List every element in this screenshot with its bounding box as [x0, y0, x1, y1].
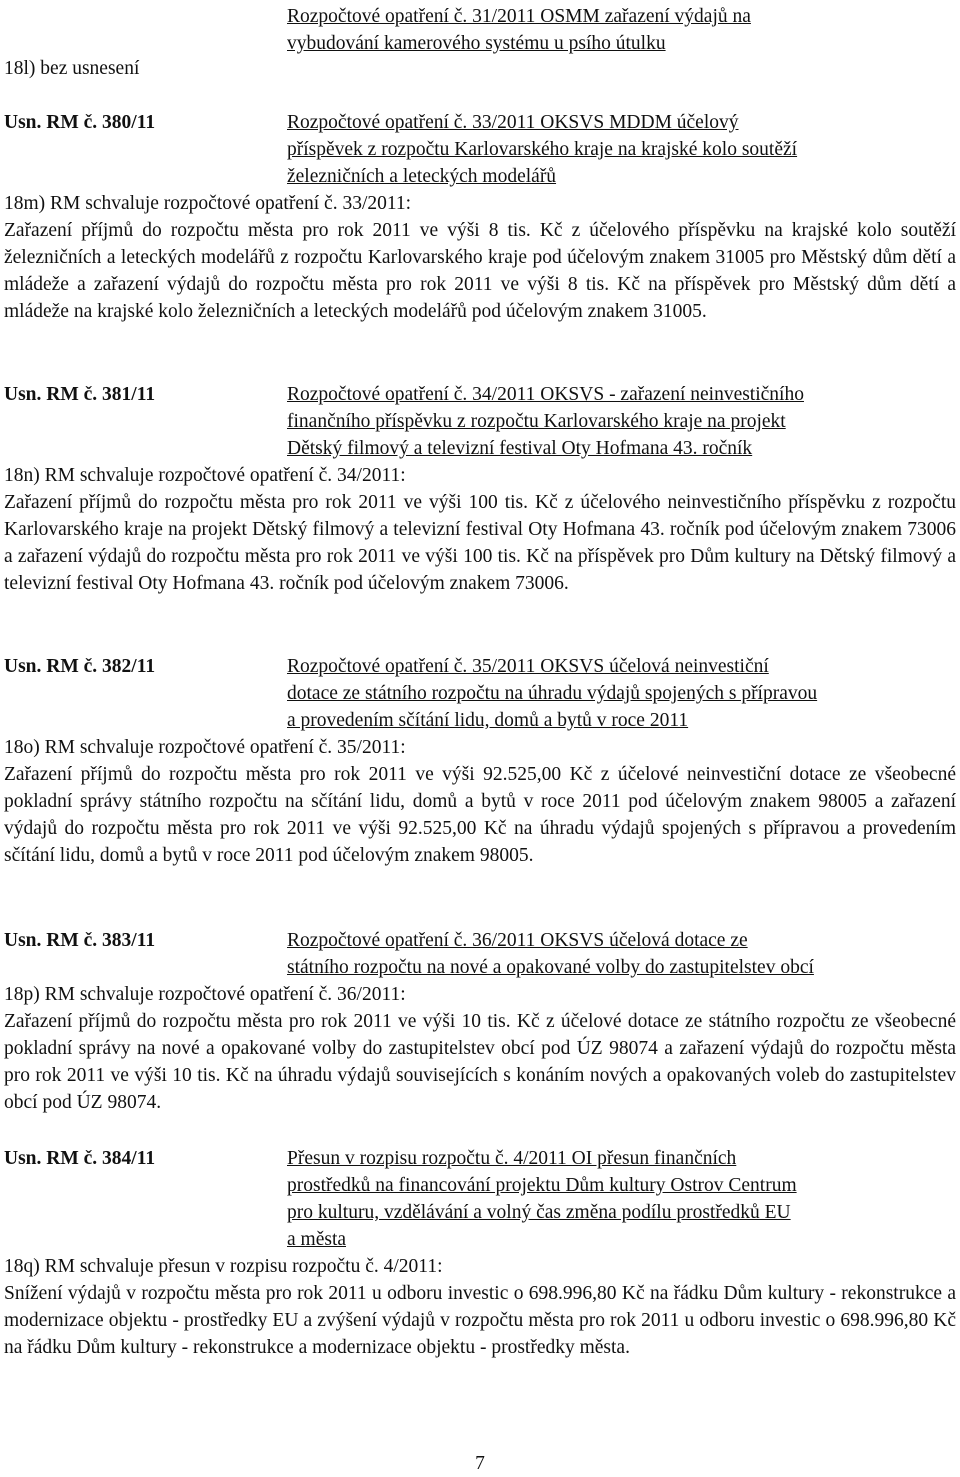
section-380 — [4, 109, 956, 325]
resolution-body: Zařazení příjmů do rozpočtu města pro rok 2011 ve výši 100 tis. Kč z účelového neinvestičního příspěvku z rozpočtu Karlovarského kraje na projekt Dětský filmový a televizní festival Oty Hofmana 43. ročník pod účelovým znakem 73006 a zařazení výdajů do rozpočtu města pro rok 2011 ve výši 100 tis. Kč na příspěvek pro Dům kultury na Dětský filmový a televizní festival Oty Hofmana 43. ročník pod účelovým znakem 73006. — [4, 492, 956, 594]
page-number: 7 — [475, 1453, 485, 1474]
resolution-text: 18m) RM schvaluje rozpočtové opatření č. 33/2011: — [4, 193, 412, 214]
resolution-body: Zařazení příjmů do rozpočtu města pro rok 2011 ve výši 8 tis. Kč z účelového příspěvku na krajské kolo soutěží železničních a leteckých modelářů z rozpočtu Karlovarského kraje pod účelovým znakem 31005 pro Městský dům dětí a mládeže a zařazení výdajů do rozpočtu města pro rok 2011 ve výši 8 tis. Kč na příspěvek pro Městský dům dětí a mládeže na krajské kolo železničních a leteckých modelářů pod účelovým znakem 31005. — [4, 220, 956, 322]
section-title: Přesun v rozpisu rozpočtu č. 4/2011 OI přesun finančních prostředků na financování projektu Dům kultury Ostrov Centrum pro kulturu, vzdělávání a volný čas změna podílu prostředků EU a města — [287, 1148, 797, 1250]
section-title: Rozpočtové opatření č. 36/2011 OKSVS účelová dotace ze státního rozpočtu na nové a opakované volby do zastupitelstev obcí — [287, 930, 814, 978]
resolution-body: Snížení výdajů v rozpočtu města pro rok 2011 u odboru investic o 698.996,80 Kč na řádku Dům kultury - rekonstrukce a modernizace objektu - prostředky EU a zvýšení výdajů v rozpočtu města pro rok 2011 u odboru investic o 698.996,80 Kč na řádku Dům kultury - rekonstrukce a modernizace objektu - prostředky města. — [4, 1283, 956, 1358]
section-18l — [4, 3, 956, 79]
usn-number: Usn. RM č. 383/11 — [4, 930, 156, 951]
section-384 — [4, 1145, 956, 1361]
section-title: Rozpočtové opatření č. 34/2011 OKSVS - zařazení neinvestičního finančního příspěvku z rozpočtu Karlovarského kraje na projekt Dětský filmový a televizní festival Oty Hofmana 43. ročník — [287, 384, 804, 459]
resolution-text: 18q) RM schvaluje přesun v rozpisu rozpočtu č. 4/2011: — [4, 1256, 443, 1277]
section-382 — [4, 653, 956, 869]
section-383 — [4, 927, 956, 1116]
section-title: Rozpočtové opatření č. 33/2011 OKSVS MDDM účelový příspěvek z rozpočtu Karlovarského kraje na krajské kolo soutěží železničních a leteckých modelářů — [287, 112, 798, 187]
resolution-body: Zařazení příjmů do rozpočtu města pro rok 2011 ve výši 10 tis. Kč z účelové dotace ze státního rozpočtu ze všeobecné pokladní správy na nové a opakované volby do zastupitelstev obcí pod ÚZ 98074 a zařazení výdajů do rozpočtu města pro rok 2011 ve výši 10 tis. Kč na úhradu výdajů souvisejících s konáním nových a opakovaných voleb do zastupitelstev obcí pod ÚZ 98074. — [4, 1011, 956, 1113]
section-381 — [4, 381, 956, 597]
resolution-text: 18l) bez usnesení — [4, 58, 140, 79]
usn-number: Usn. RM č. 380/11 — [4, 112, 156, 133]
resolution-text: 18p) RM schvaluje rozpočtové opatření č. 36/2011: — [4, 984, 406, 1005]
usn-number: Usn. RM č. 384/11 — [4, 1148, 156, 1169]
usn-number — [4, 3, 287, 57]
usn-number: Usn. RM č. 382/11 — [4, 656, 156, 677]
section-title: Rozpočtové opatření č. 31/2011 OSMM zařazení výdajů na vybudování kamerového systému u psího útulku — [287, 6, 751, 54]
resolution-text: 18n) RM schvaluje rozpočtové opatření č. 34/2011: — [4, 465, 406, 486]
resolution-body: Zařazení příjmů do rozpočtu města pro rok 2011 ve výši 92.525,00 Kč z účelové neinvestiční dotace ze všeobecné pokladní správy státního rozpočtu na sčítání lidu, domů a bytů v roce 2011 pod účelovým znakem 98005 a zařazení výdajů do rozpočtu města pro rok 2011 ve výši 92.525,00 Kč na úhradu výdajů spojených s přípravou a provedením sčítání lidu, domů a bytů v roce 2011 pod účelovým znakem 98005. — [4, 764, 956, 866]
section-title: Rozpočtové opatření č. 35/2011 OKSVS účelová neinvestiční dotace ze státního rozpočtu na úhradu výdajů spojených s přípravou a provedením sčítání lidu, domů a bytů v roce 2011 — [287, 656, 818, 731]
resolution-text: 18o) RM schvaluje rozpočtové opatření č. 35/2011: — [4, 737, 406, 758]
usn-number: Usn. RM č. 381/11 — [4, 384, 156, 405]
